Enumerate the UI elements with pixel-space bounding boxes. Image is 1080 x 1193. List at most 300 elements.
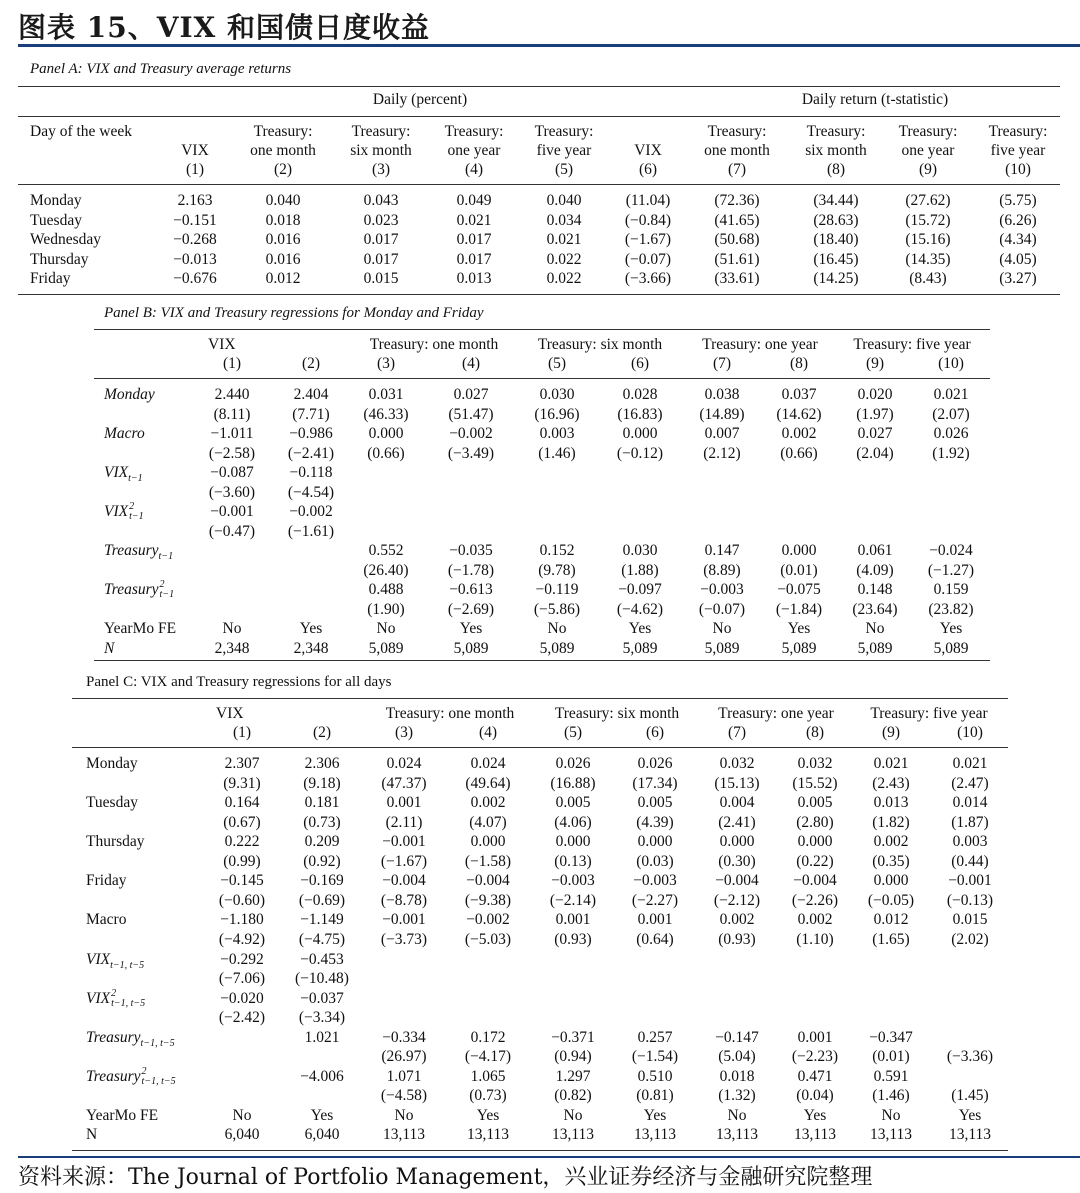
panel-b-cell: (−4.62) [616,600,664,618]
panel-b-cell: (1.97) [856,405,894,423]
panel-c-cell: 0.002 [470,794,506,812]
panel-c-cell: 13,113 [793,1126,837,1144]
panel-a-rule-head [18,184,1060,185]
panel-b-cell: (0.66) [780,444,818,462]
panel-c-cell: 1.071 [386,1067,422,1085]
panel-c-cell: 0.002 [719,911,755,929]
panel-a-cell: (16.45) [813,250,859,268]
panel-a-col-head: Treasury: [898,123,958,140]
panel-c-cell: (0.04) [796,1087,834,1105]
panel-c-cell: 0.000 [637,833,673,851]
panel-c-cell: 0.257 [637,1028,673,1046]
panel-c-cell: Yes [643,1106,667,1124]
panel-c-cell: (0.93) [718,930,756,948]
panel-c-cell: (−9.38) [464,891,512,909]
panel-c-cell: 0.018 [719,1067,755,1085]
panel-b-cell: 5,089 [933,639,969,657]
panel-a-cell: 0.021 [456,211,492,229]
panel-c-cell: (4.39) [636,813,674,831]
panel-c-title: Panel C: VIX and Treasury regressions for all days [86,674,392,690]
panel-c-cell: −1.149 [300,911,344,929]
panel-b-cell: 5,089 [368,639,404,657]
panel-a-cell: (28.63) [813,211,859,229]
source-note: 资料来源：The Journal of Portfolio Management，兴业证券经济与金融研究院整理 [18,1165,873,1190]
panel-c-cell: −0.020 [220,989,264,1007]
panel-c-col-num: (8) [805,724,825,741]
panel-b-cell: (8.11) [213,405,251,423]
panel-a-col-head: Treasury: [806,123,866,140]
panel-b-cell: (9.78) [538,561,576,579]
panel-b-cell: −0.613 [449,581,493,598]
panel-b-cell: Yes [628,620,652,637]
panel-a-cell: 0.017 [456,231,492,248]
panel-b-cell: (2.04) [856,444,894,462]
panel-c-cell: 13,113 [633,1126,677,1144]
panel-b-cell: (−0.12) [616,444,664,462]
panel-c-cell: 0.001 [797,1028,833,1046]
panel-b-cell: −0.001 [210,503,254,520]
panel-c-cell: 0.026 [555,755,591,772]
panel-c-cell: (−3.36) [946,1048,994,1066]
panel-b-cell: 0.148 [857,581,893,598]
panel-b-rule-bottom [94,660,990,661]
panel-a-cell: 0.012 [265,270,301,287]
panel-a-cell: −0.676 [173,270,217,287]
panel-c-row-label: VIX 2 t−1, t−5 [86,988,146,1010]
panel-c-cell: (9.31) [223,774,261,792]
panel-b-cell: −0.024 [929,542,973,559]
panel-a-cell: 0.017 [363,231,399,248]
panel-b-cell: 0.000 [368,425,404,442]
panel-b-cell: −0.119 [535,581,579,598]
panel-b-title: Panel B: VIX and Treasury regressions for Monday and Friday [104,305,484,321]
panel-c-row-label: Tuesday [86,794,138,812]
panel-b-group-head: Treasury: one month [369,336,499,353]
panel-a-cell: −0.151 [173,211,217,229]
panel-c-rule-bottom [72,1150,1008,1151]
panel-c-cell: 0.000 [555,833,591,851]
panel-b-cell: 0.030 [622,542,658,559]
panel-c-cell: 0.209 [304,833,340,851]
panel-b-cell: (−1.84) [775,600,823,618]
panel-a-cell: 0.017 [363,250,399,268]
panel-a-col-head: (9) [918,161,938,178]
panel-c-cell: (2.43) [872,774,910,792]
panel-c-row-label: Treasury$_{t-1, t-5}$ [86,1028,175,1049]
panel-b-cell: (1.92) [932,444,970,462]
panel-c-cell: (1.46) [872,1087,910,1105]
panel-c-group-head: Treasury: five year [870,705,988,722]
panel-c-cell: (47.37) [381,774,427,792]
panel-b-cell: (51.47) [448,405,494,423]
panel-c-cell: 6,040 [224,1126,260,1144]
panel-c-cell: 0.012 [873,911,909,929]
panel-b-cell: (−1.61) [287,522,335,540]
panel-c-cell: 0.001 [386,794,422,812]
panel-b-cell: (−3.49) [447,444,495,462]
panel-b-cell: (−2.41) [287,444,335,462]
panel-c-cell: (0.64) [636,930,674,948]
panel-b-cell: (−5.86) [533,600,581,618]
panel-b-cell: (1.90) [367,600,405,618]
panel-c-cell: (0.99) [223,852,261,870]
panel-c-cell: (0.81) [636,1087,674,1105]
panel-c-cell: 0.032 [719,755,755,772]
panel-a-cell: (18.40) [813,231,859,248]
panel-c-rule-head [72,747,1008,748]
panel-a-cell: (14.35) [905,250,951,268]
panel-c-cell: 0.002 [797,911,833,929]
panel-b-cell: 0.000 [622,425,658,442]
panel-a-cell: (15.16) [905,231,951,248]
panel-a-row-header: Day of the week [30,123,132,140]
panel-c-cell: (−1.54) [631,1048,679,1066]
panel-c-cell: (−0.13) [946,891,994,909]
panel-c-cell: 0.026 [637,755,673,772]
panel-c-cell: 0.000 [873,872,909,890]
panel-c-cell: −0.003 [633,872,677,890]
panel-c-cell: (1.87) [951,813,989,831]
panel-c-cell: −0.004 [382,872,426,890]
panel-b-cell: (2.12) [703,444,741,462]
panel-b-cell: (0.01) [780,561,818,579]
panel-b-cell: (1.46) [538,444,576,462]
panel-b-cell: 2,348 [214,639,250,657]
panel-c-cell: 0.013 [873,794,909,812]
panel-b-cell: 0.002 [781,425,817,442]
panel-b-cell: 0.026 [933,425,969,442]
panel-c-cell: 13,113 [466,1126,510,1144]
panel-a-cell: (5.75) [999,192,1037,209]
panel-c-cell: (2.47) [951,774,989,792]
panel-c-cell: 0.222 [224,833,260,851]
panel-a-group-right: Daily return (t-statistic) [801,91,949,108]
panel-c-cell: (1.10) [796,930,834,948]
panel-b-col-num: (7) [712,355,732,372]
panel-a-col-head: VIX [634,142,662,159]
panel-a-cell: (−0.07) [624,250,672,268]
panel-a-cell: 0.016 [265,231,301,248]
panel-a-col-head: (3) [371,161,391,178]
panel-a-cell: (50.68) [714,231,760,248]
panel-c-cell: Yes [803,1106,827,1124]
panel-b-cell: 0.000 [781,542,817,559]
panel-b-cell: 2.404 [293,386,329,403]
panel-b-cell: (−1.78) [447,561,495,579]
panel-c-col-num: (4) [478,724,498,741]
panel-b-col-num: (5) [547,355,567,372]
panel-a-col-head: six month [805,142,867,159]
panel-c-cell: (2.02) [951,930,989,948]
panel-a-cell: 0.049 [456,192,492,209]
panel-a-col-head: (2) [273,161,293,178]
panel-b-cell: 0.152 [539,542,575,559]
panel-c-cell: (26.97) [381,1048,427,1066]
panel-a-cell: 0.017 [456,250,492,268]
panel-c-cell: 0.024 [386,755,422,772]
panel-a-col-head: (7) [727,161,747,178]
panel-a-cell: (6.26) [999,211,1037,229]
panel-c-cell: (−7.06) [218,970,266,988]
panel-c-group-head: VIX [216,705,244,722]
panel-a-col-head: one month [704,142,770,159]
panel-a-cell: (27.62) [905,192,951,209]
panel-a-cell: 0.040 [265,192,301,209]
panel-c-cell: −0.145 [220,872,264,890]
panel-a-row-label: Wednesday [30,231,102,248]
panel-b-cell: No [865,620,885,637]
panel-c-cell: 13,113 [382,1126,426,1144]
panel-a-col-head: Treasury: [988,123,1048,140]
panel-a-cell: 0.016 [265,250,301,268]
panel-c-cell: 0.024 [470,755,506,772]
panel-a-cell: (33.61) [714,270,760,287]
panel-c-cell: 0.005 [555,794,591,812]
panel-b-cell: 5,089 [539,639,575,657]
panel-b-cell: −0.002 [289,503,333,520]
panel-c-cell: (−2.27) [631,891,679,909]
panel-c-cell: (−0.60) [218,891,266,909]
bottom-rule [18,1156,1080,1158]
panel-c-cell: (−2.12) [713,891,761,909]
panel-c-cell: −0.037 [300,989,344,1007]
panel-c-cell: (−3.73) [380,930,428,948]
panel-b-cell: Yes [787,620,811,637]
panel-c-cell: 0.021 [952,755,988,772]
panel-c-cell: (15.52) [792,774,838,792]
panel-c-cell: (15.13) [714,774,760,792]
panel-c-cell: Yes [958,1106,982,1124]
panel-b-cell: No [712,620,732,637]
panel-a-cell: 0.023 [363,211,399,229]
panel-c-cell: (0.94) [554,1048,592,1066]
panel-c-cell: No [563,1106,583,1124]
panel-b-col-num: (1) [222,355,242,372]
panel-a-title: Panel A: VIX and Treasury average returns [30,61,292,77]
panel-b-cell: (−0.47) [208,522,256,540]
panel-b-row-label: Macro [104,425,145,442]
panel-a-col-head: (4) [464,161,484,178]
panel-c-cell: 0.015 [952,911,988,929]
panel-c-cell: 0.001 [637,911,673,929]
panel-a-rule-top [18,86,1060,87]
panel-b-cell: 5,089 [622,639,658,657]
panel-c-cell: −1.180 [220,911,264,929]
panel-c-cell: 0.003 [952,833,988,851]
panel-b-cell: (−3.60) [208,483,256,501]
panel-c-cell: (0.93) [554,930,592,948]
panel-c-cell: (−2.14) [549,891,597,909]
panel-c-col-num: (6) [645,724,665,741]
panel-c-cell: (1.32) [718,1087,756,1105]
panel-c-cell: (−4.92) [218,930,266,948]
panel-c-cell: −0.003 [551,872,595,890]
panel-b-cell: (2.07) [932,405,970,423]
panel-a-col-head: Treasury: [534,123,594,140]
panel-b-cell: −0.003 [700,581,744,598]
panel-c-group-head: Treasury: six month [554,705,680,722]
panel-c-cell: (1.82) [872,813,910,831]
panel-c-cell: Yes [310,1106,334,1124]
panel-a-cell: 0.022 [546,270,582,287]
panel-b-cell: (−4.54) [287,483,335,501]
panel-c-cell: (−4.58) [380,1087,428,1105]
panel-b-cell: No [547,620,567,637]
panel-c-cell: 13,113 [948,1126,992,1144]
panel-a-cell: 0.022 [546,250,582,268]
title-rule [18,44,1080,47]
panel-c-group-head: Treasury: one year [718,705,834,722]
panel-c-cell: No [394,1106,414,1124]
panel-a-cell: −0.268 [173,231,217,248]
panel-c-cell: (0.73) [303,813,341,831]
panel-b-col-num: (9) [865,355,885,372]
panel-c-cell: −0.334 [382,1028,426,1046]
panel-b-cell: (−2.69) [447,600,495,618]
panel-b-cell: 2,348 [293,639,329,657]
panel-c-cell: 13,113 [869,1126,913,1144]
panel-c-cell: 0.001 [555,911,591,929]
panel-a-cell: (41.65) [714,211,760,229]
panel-b-cell: 5,089 [704,639,740,657]
panel-c-cell: 0.000 [470,833,506,851]
panel-c-row-label: Friday [86,872,127,890]
panel-c-cell: (0.35) [872,852,910,870]
panel-c-col-num: (10) [957,724,983,741]
panel-c-cell: −0.002 [466,911,510,929]
panel-b-row-label: $VIX_{t-1}$ [104,464,143,485]
panel-a-cell: (14.25) [813,270,859,287]
panel-a-col-head: (8) [826,161,846,178]
panel-a-col-head: five year [990,142,1046,159]
panel-c-cell: (4.06) [554,813,592,831]
panel-c-cell: 13,113 [715,1126,759,1144]
panel-a-col-head: one year [447,142,501,159]
panel-b-cell: (7.71) [292,405,330,423]
panel-b-cell: 5,089 [857,639,893,657]
panel-b-cell: (14.62) [776,405,822,423]
panel-c-cell: −4.006 [300,1067,344,1085]
panel-c-cell: (0.67) [223,813,261,831]
panel-a-cell: (72.36) [714,192,760,209]
panel-b-col-num: (4) [461,355,481,372]
panel-c-row-label: Treasury 2 t−1, t−5 [86,1066,176,1088]
panel-c-cell: (0.82) [554,1087,592,1105]
panel-c-cell: (0.92) [303,852,341,870]
panel-b-cell: (8.89) [703,561,741,579]
panel-c-cell: (2.11) [385,813,423,831]
panel-c-cell: (9.18) [303,774,341,792]
panel-a-col-head: (5) [554,161,574,178]
panel-c-cell: No [727,1106,747,1124]
panel-b-cell: 2.440 [214,386,250,403]
panel-b-cell: 5,089 [781,639,817,657]
panel-c-cell: −0.001 [382,911,426,929]
panel-b-cell: No [222,620,242,637]
panel-c-cell: (−2.26) [791,891,839,909]
panel-c-rule-top [72,698,1008,699]
panel-b-cell: 0.031 [368,386,404,403]
panel-b-cell: (46.33) [363,405,409,423]
panel-c-col-num: (9) [881,724,901,741]
panel-c-cell: (0.01) [872,1048,910,1066]
panel-c-col-num: (3) [394,724,414,741]
panel-b-cell: (4.09) [856,561,894,579]
panel-a-row-label: Tuesday [30,211,82,229]
panel-b-col-num: (6) [630,355,650,372]
panel-c-row-label: YearMo FE [86,1106,159,1124]
panel-b-col-num: (3) [376,355,396,372]
panel-c-col-num: (1) [232,724,252,741]
panel-c-cell: (0.73) [469,1087,507,1105]
panel-a-cell: 2.163 [177,192,213,209]
panel-c-row-label: Macro [86,911,127,929]
panel-c-cell: (0.30) [718,852,756,870]
panel-c-row-label: Monday [86,755,138,772]
panel-a-col-head: Treasury: [253,123,313,140]
panel-c-group-head: Treasury: one month [385,705,515,722]
panel-c-cell: −0.371 [551,1028,595,1046]
panel-b-row-label: YearMo FE [104,620,177,637]
panel-b-cell: No [376,620,396,637]
panel-c-cell: (16.88) [550,774,596,792]
panel-c-cell: 0.000 [719,833,755,851]
panel-c-cell: (0.22) [796,852,834,870]
panel-b-group-head: Treasury: one year [702,336,818,353]
panel-c-cell: −0.001 [948,872,992,890]
panel-c-cell: 0.591 [873,1067,909,1085]
panel-c-cell: 0.000 [797,833,833,851]
panel-c-col-num: (7) [727,724,747,741]
panel-b-cell: Yes [299,620,323,637]
panel-a-cell: (8.43) [909,270,947,287]
panel-c-col-num: (5) [563,724,583,741]
panel-c-cell: −0.292 [220,950,264,968]
panel-c-cell: (−4.17) [464,1048,512,1066]
panel-a-cell: 0.043 [363,192,399,209]
panel-b-cell: 0.030 [539,386,575,403]
panel-b-cell: 0.061 [857,542,893,559]
panel-a-cell: −0.013 [173,250,217,268]
panel-b-group-head: VIX [208,336,236,353]
panel-c-col-num: (2) [312,724,332,741]
panel-a-col-head: one year [901,142,955,159]
panel-b-col-num: (8) [789,355,809,372]
panel-b-cell: (16.83) [617,405,663,423]
panel-b-cell: (26.40) [363,561,409,579]
panel-b-cell: (0.66) [367,444,405,462]
panel-c-cell: (0.44) [951,852,989,870]
panel-a-row-label: Monday [30,192,82,209]
panel-c-cell: (49.64) [465,774,511,792]
panel-c-row-label: N [86,1126,98,1144]
panel-a-col-head: six month [350,142,412,159]
panel-b-cell: 0.007 [704,425,740,442]
panel-c-cell: 0.032 [797,755,833,772]
panel-a-cell: (4.05) [999,250,1037,268]
panel-b-cell: Yes [939,620,963,637]
panel-c-cell: (4.07) [469,813,507,831]
panel-b-cell: (23.82) [928,600,974,618]
panel-b-row-label: Monday [104,386,155,403]
panel-a-col-head: (10) [1005,161,1031,178]
panel-a-cell: (15.72) [905,211,951,229]
panel-b-cell: 0.003 [539,425,575,442]
panel-b-cell: 0.038 [704,386,740,403]
panel-b-cell: 0.159 [933,581,969,598]
panel-b-cell: −0.097 [618,581,662,598]
panel-a-col-head: VIX [181,142,209,159]
